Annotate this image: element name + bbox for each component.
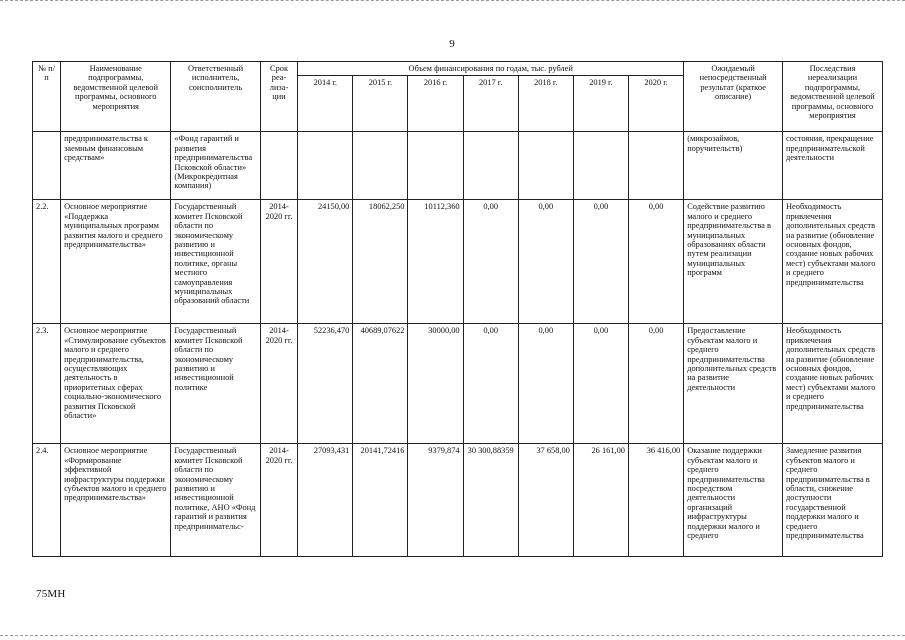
row-term: 2014-2020 гг. [260, 324, 297, 444]
row-value: 26 161,00 [573, 444, 628, 557]
funding-table [32, 61, 883, 557]
row-value [518, 132, 573, 200]
table-row [33, 444, 883, 557]
row-consequences: состояния, прекращение предпринимательской деятельности [783, 132, 883, 200]
header-year: 2017 г. [463, 76, 518, 132]
header-year: 2019 г. [573, 76, 628, 132]
row-num: 2.2. [33, 200, 61, 324]
page-number: 9 [449, 38, 455, 50]
scan-top-edge [0, 0, 905, 3]
row-value: 20141,72416 [353, 444, 408, 557]
header-result: Ожидаемый непосредственный результат (краткое описание) [684, 62, 783, 132]
row-value: 36 416,00 [628, 444, 683, 557]
row-result: (микрозаймов, поручительств) [684, 132, 783, 200]
row-value: 30 300,88359 [463, 444, 518, 557]
row-name: предпринимательства к заемным финансовым средствам» [61, 132, 171, 200]
row-value: 24150,00 [298, 200, 353, 324]
row-value: 0,00 [463, 324, 518, 444]
row-value: 0,00 [573, 324, 628, 444]
scan-bottom-edge [0, 635, 905, 638]
header-year: 2018 г. [518, 76, 573, 132]
row-term [260, 132, 297, 200]
table-row [33, 200, 883, 324]
header-year: 2015 г. [353, 76, 408, 132]
row-value: 27093,431 [298, 444, 353, 557]
header-year: 2020 г. [628, 76, 683, 132]
row-value: 18062,250 [353, 200, 408, 324]
row-value: 37 658,00 [518, 444, 573, 557]
row-value: 10112,360 [408, 200, 463, 324]
table-row [33, 324, 883, 444]
header-name: Наименование подпрограммы, ведомственной целевой программы, основного мероприятия [61, 62, 171, 132]
row-consequences: Замедление развития субъектов малого и среднего предпринимательства в области, снижение доступности государственной поддержки малого и среднего предпринимательства [783, 444, 883, 557]
row-value [628, 132, 683, 200]
row-value [573, 132, 628, 200]
document-code: 75МН [36, 588, 66, 600]
row-executor: «Фонд гарантий и развития предпринимательства Псковской области» (Микрокредитная компания) [171, 132, 260, 200]
row-result: Оказание поддержки субъектам малого и среднего предпринимательства посредством деятельности организаций инфраструктуры поддержки малого и среднего [684, 444, 783, 557]
row-value [353, 132, 408, 200]
header-consequences: Последствия нереализации подпрограммы, ведомственной целевой программы, основного мероприятия [783, 62, 883, 132]
table-row [33, 132, 883, 200]
row-executor: Государственный комитет Псковской области по экономическому развитию и инвестиционной политике, органы местного самоуправления муниципальных образований области [171, 200, 260, 324]
header-year: 2016 г. [408, 76, 463, 132]
row-term: 2014-2020 гг. [260, 200, 297, 324]
row-name: Основное мероприятие «Стимулирование субъектов малого и среднего предпринимательства, осуществляющих деятельность в приоритетных сферах социально-экономического развития Псковской области» [61, 324, 171, 444]
row-result: Содействие развитию малого и среднего предпринимательства в муниципальных образованиях области путем реализации муниципальных программ [684, 200, 783, 324]
header-year: 2014 г. [298, 76, 353, 132]
row-consequences: Необходимость привлечения дополнительных средств на развитие (обновление основных фондов, создание новых рабочих мест) субъектами малого и среднего предпринимательства [783, 200, 883, 324]
row-term: 2014-2020 гг. [260, 444, 297, 557]
header-funding: Объем финансирования по годам, тыс. рублей [298, 62, 684, 76]
header-term: Срок реа-лиза-ции [260, 62, 297, 132]
row-value [408, 132, 463, 200]
row-value: 52236,470 [298, 324, 353, 444]
header-executor: Ответственный исполнитель, соисполнитель [171, 62, 260, 132]
row-executor: Государственный комитет Псковской области по экономическому развитию и инвестиционной политике, АНО «Фонд гарантий и развития предпринимательс- [171, 444, 260, 557]
row-executor: Государственный комитет Псковской области по экономическому развитию и инвестиционной политике [171, 324, 260, 444]
row-value: 30000,00 [408, 324, 463, 444]
row-num: 2.3. [33, 324, 61, 444]
header-num: № п/п [33, 62, 61, 132]
row-value: 0,00 [573, 200, 628, 324]
row-value [298, 132, 353, 200]
row-value: 0,00 [518, 324, 573, 444]
row-value [463, 132, 518, 200]
row-result: Предоставление субъектам малого и среднего предпринимательства дополнительных средств на развитие деятельности [684, 324, 783, 444]
row-value: 0,00 [628, 324, 683, 444]
row-value: 9379,874 [408, 444, 463, 557]
row-name: Основное мероприятие «Поддержка муниципальных программ развития малого и среднего предпринимательства» [61, 200, 171, 324]
row-name: Основное мероприятие «Формирование эффективной инфраструктуры поддержки субъектов малого и среднего предпринимательства» [61, 444, 171, 557]
row-num: 2.4. [33, 444, 61, 557]
row-value: 40689,07622 [353, 324, 408, 444]
row-num [33, 132, 61, 200]
row-consequences: Необходимость привлечения дополнительных средств на развитие (обновление основных фондов, создание новых рабочих мест) субъектами малого и среднего предпринимательства [783, 324, 883, 444]
row-value: 0,00 [463, 200, 518, 324]
row-value: 0,00 [518, 200, 573, 324]
row-value: 0,00 [628, 200, 683, 324]
